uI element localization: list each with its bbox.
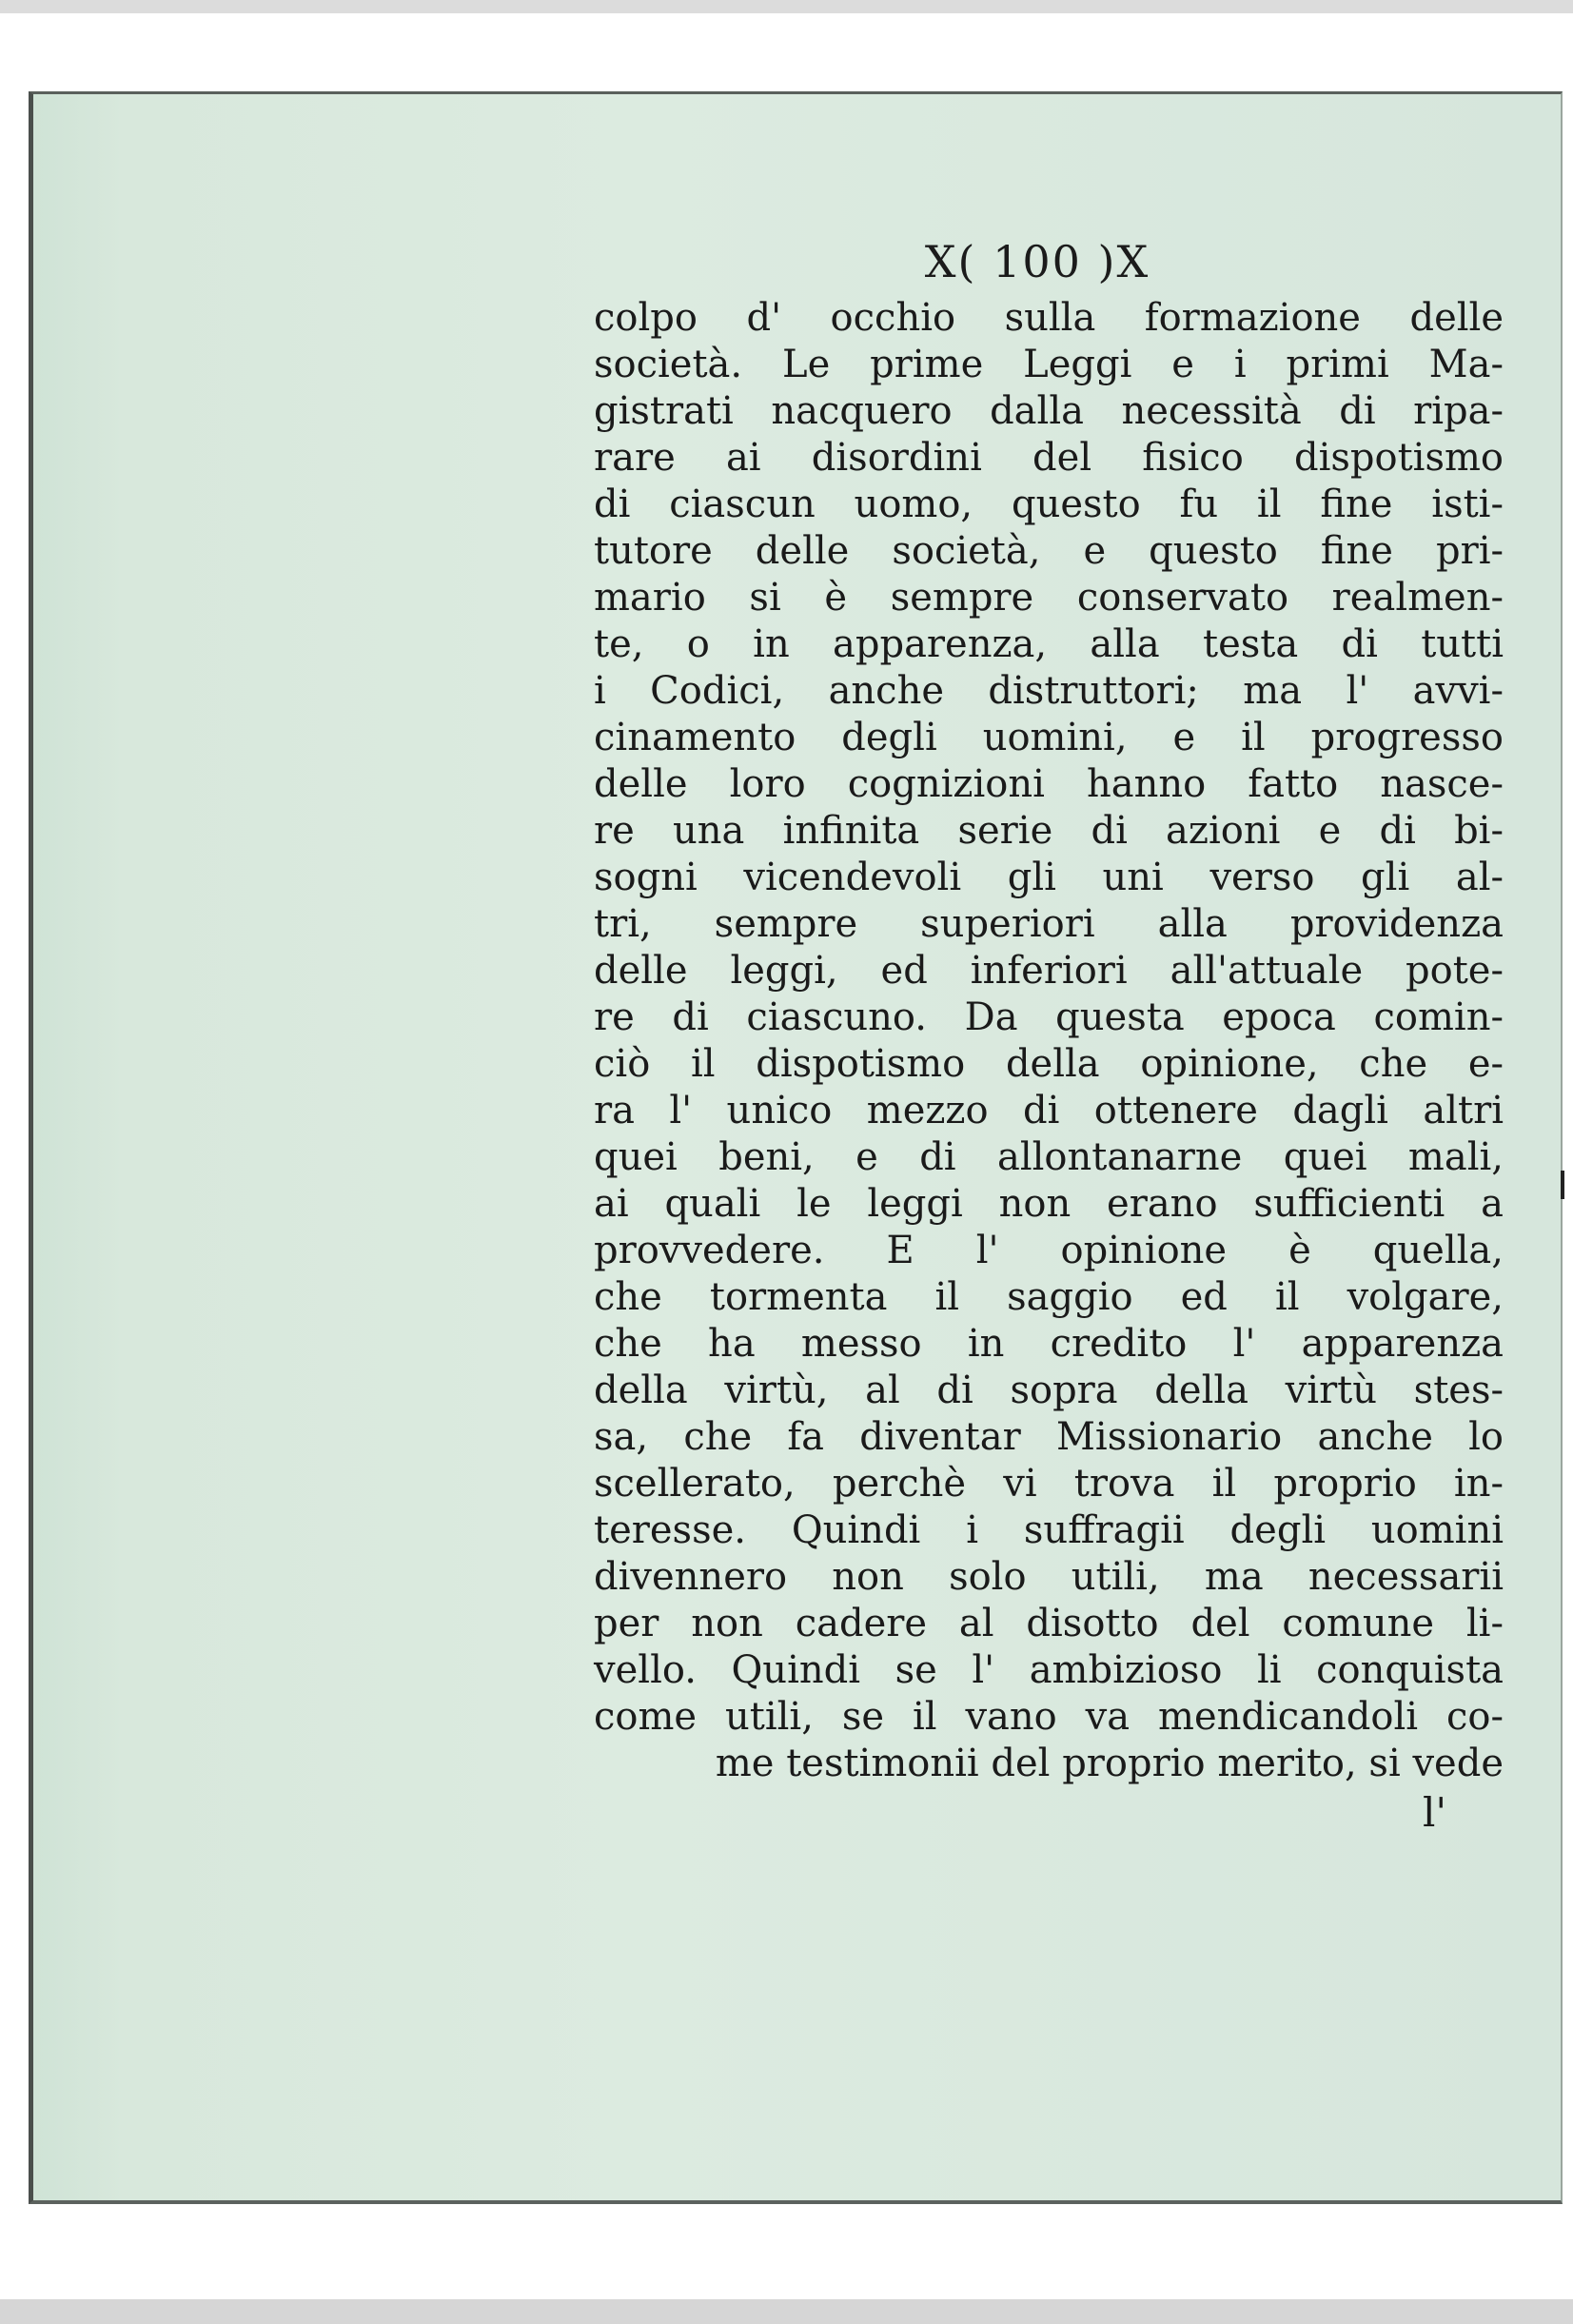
text-line: società. Le prime Leggi e i primi Ma- [594,343,1504,386]
text-line: ai quali le leggi non erano sufficienti a [594,1182,1504,1226]
text-line: teresse. Quindi i suffragii degli uomini [594,1508,1504,1552]
text-line: me testimonii del proprio merito, si vede [715,1742,1504,1785]
text-line: che tormenta il saggio ed il volgare, [594,1275,1504,1319]
page-number-header: Ⅹ( 100 )Ⅹ [924,236,1150,287]
text-line: tri, sempre superiori alla providenza [594,902,1504,946]
text-line: della virtù, al di sopra della virtù stes- [594,1369,1504,1412]
text-line: che ha messo in credito l' apparenza [594,1322,1504,1366]
text-line: rare ai disordini del fisico dispotismo [594,436,1504,480]
text-line: colpo d' occhio sulla formazione delle [594,296,1504,340]
catchword: l' [1423,1789,1446,1836]
text-line: gistrati nacquero dalla necessità di ripa- [594,389,1504,433]
text-line: delle loro cognizioni hanno fatto nasce- [594,762,1504,806]
text-line: divennero non solo utili, ma necessarii [594,1555,1504,1599]
body-text [594,295,1504,1787]
text-line: vello. Quindi se l' ambizioso li conquista [594,1648,1504,1692]
edge-mark [1561,1171,1564,1199]
text-line: mario si è sempre conservato realmen- [594,576,1504,620]
text-line: provvedere. E l' opinione è quella, [594,1229,1504,1272]
text-line: te, o in apparenza, alla testa di tutti [594,622,1504,666]
text-line: per non cadere al disotto del comune li- [594,1602,1504,1645]
text-line: come utili, se il vano va mendicandoli co- [594,1695,1504,1739]
text-line: sogni vicendevoli gli uni verso gli al- [594,856,1504,899]
text-line: quei beni, e di allontanarne quei mali, [594,1135,1504,1179]
text-line: di ciascun uomo, questo fu il fine isti- [594,483,1504,526]
text-line: sa, che fa diventar Missionario anche lo [594,1415,1504,1459]
text-line: ciò il dispotismo della opinione, che e- [594,1042,1504,1086]
text-line: scellerato, perchè vi trova il proprio in- [594,1462,1504,1506]
text-line: tutore delle società, e questo fine pri- [594,529,1504,573]
scan-top-margin [0,0,1573,13]
scan-bottom-margin [0,2299,1573,2324]
text-line: cinamento degli uomini, e il progresso [594,716,1504,759]
text-line: re una infinita serie di azioni e di bi- [594,809,1504,853]
text-line: i Codici, anche distruttori; ma l' avvi- [594,669,1504,713]
text-line: delle leggi, ed inferiori all'attuale pote- [594,949,1504,993]
text-line: ra l' unico mezzo di ottenere dagli altri [594,1089,1504,1132]
text-line: re di ciascuno. Da questa epoca comin- [594,995,1504,1039]
